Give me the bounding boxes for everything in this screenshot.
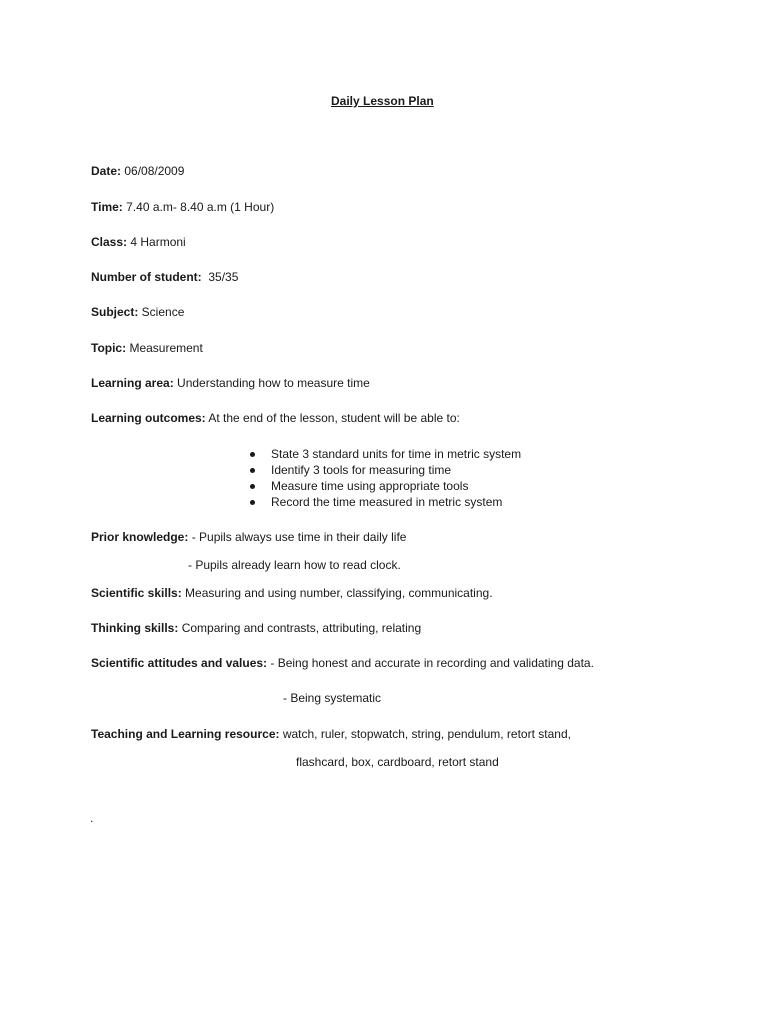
date-label: Date: [91, 164, 122, 178]
subject-row [91, 305, 184, 319]
learning-area-row [91, 376, 370, 390]
topic-value: Measurement [126, 341, 203, 355]
list-item: Record the time measured in metric system [250, 494, 521, 510]
resources-label: Teaching and Learning resource: [91, 727, 280, 741]
learning-outcomes-row [91, 411, 460, 425]
thinking-skills-label: Thinking skills: [91, 621, 179, 635]
list-item: State 3 standard units for time in metric system [250, 446, 521, 462]
date-value: 06/08/2009 [121, 164, 185, 178]
scientific-skills-label: Scientific skills: [91, 586, 182, 600]
prior-knowledge-label: Prior knowledge: [91, 530, 189, 544]
list-item: Measure time using appropriate tools [250, 478, 521, 494]
resources-value-2: flashcard, box, cardboard, retort stand [296, 755, 499, 769]
time-label: Time: [91, 200, 123, 214]
list-item: Identify 3 tools for measuring time [250, 462, 521, 478]
attitudes-label: Scientific attitudes and values: [91, 656, 268, 670]
scientific-skills-value: Measuring and using number, classifying, communicating. [181, 586, 493, 600]
attitudes-value: - Being honest and accurate in recording and validating data. [267, 656, 594, 670]
prior-knowledge-row [91, 530, 406, 544]
learning-area-label: Learning area: [91, 376, 174, 390]
trailing-mark: . [90, 811, 94, 825]
students-value: 35/35 [201, 270, 239, 284]
bullet-icon [250, 500, 255, 505]
bullet-icon [250, 452, 255, 457]
prior-knowledge-value: - Pupils always use time in their daily life [188, 530, 407, 544]
resources-row [91, 727, 571, 741]
bullet-icon [250, 468, 255, 473]
prior-knowledge-value-2: - Pupils already learn how to read clock. [188, 558, 401, 572]
class-label: Class: [91, 235, 128, 249]
scientific-skills-row [91, 586, 493, 600]
resources-value: watch, ruler, stopwatch, string, pendulum, retort stand, [279, 727, 571, 741]
date-row [91, 164, 184, 178]
time-row [91, 200, 274, 214]
attitudes-value-2: - Being systematic [283, 691, 382, 705]
thinking-skills-row [91, 621, 421, 635]
students-label: Number of student: [91, 270, 202, 284]
class-row [91, 235, 186, 249]
page-title: Daily Lesson Plan [331, 94, 434, 108]
topic-label: Topic: [91, 341, 127, 355]
class-value: 4 Harmoni [127, 235, 186, 249]
students-row [91, 270, 238, 284]
attitudes-row [91, 656, 594, 670]
bullet-icon [250, 484, 255, 489]
subject-label: Subject: [91, 305, 139, 319]
learning-outcomes-list [250, 446, 521, 510]
learning-outcomes-label: Learning outcomes: [91, 411, 206, 425]
thinking-skills-value: Comparing and contrasts, attributing, relating [178, 621, 422, 635]
subject-value: Science [138, 305, 185, 319]
topic-row [91, 341, 203, 355]
time-value: 7.40 a.m- 8.40 a.m (1 Hour) [122, 200, 275, 214]
learning-area-value: Understanding how to measure time [173, 376, 370, 390]
learning-outcomes-value: At the end of the lesson, student will be able to: [205, 411, 460, 425]
